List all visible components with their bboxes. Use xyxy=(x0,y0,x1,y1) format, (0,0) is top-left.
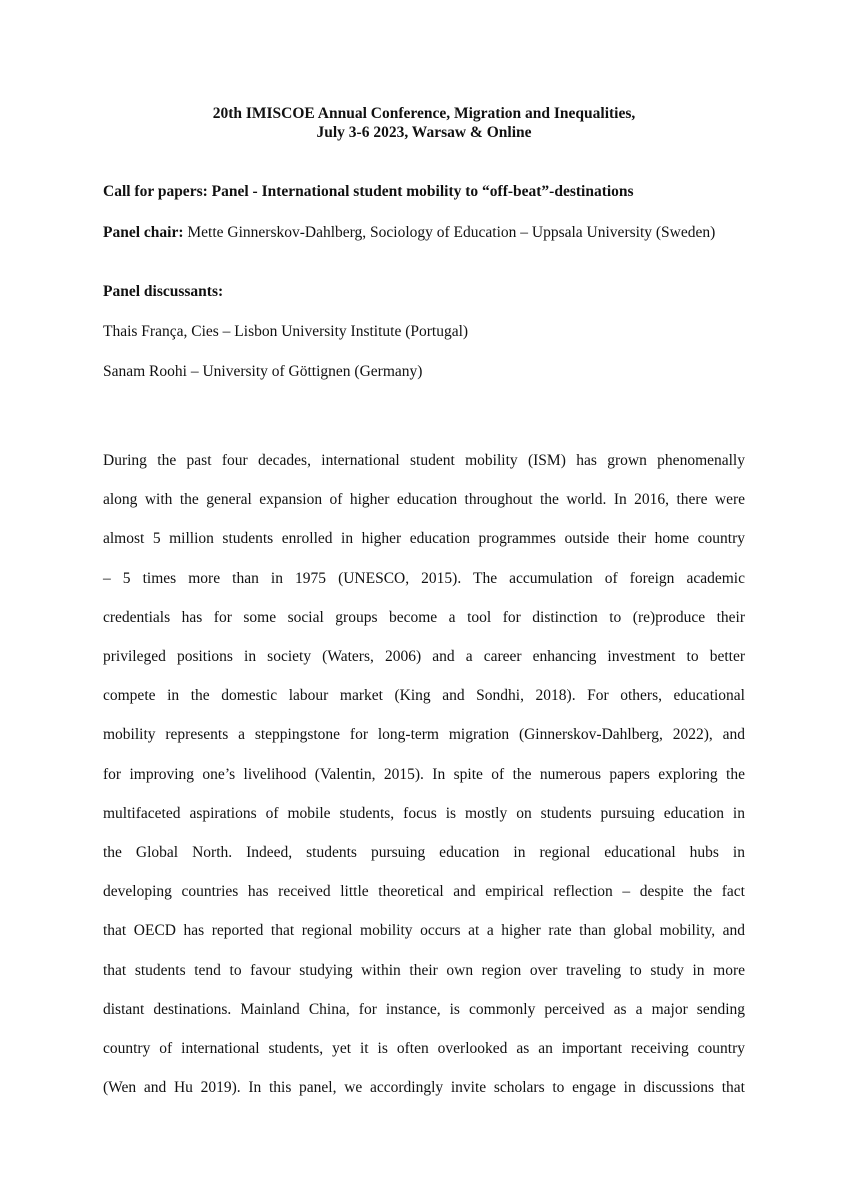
body-line: During the past four decades, international student mobility (ISM) has grown phenomenally xyxy=(103,452,745,469)
conference-title: 20th IMISCOE Annual Conference, Migration and Inequalities, xyxy=(212,105,636,122)
body-line: credentials has for some social groups become a tool for distinction to (re)produce their xyxy=(103,608,745,626)
body-line: almost 5 million students enrolled in higher education programmes outside their home country xyxy=(103,530,745,548)
body-line: country of international students, yet it is often overlooked as an important receiving country xyxy=(103,1040,745,1058)
body-line: that OECD has reported that regional mobility occurs at a higher rate than global mobility, and xyxy=(103,922,745,940)
panel-chair-text: Mette Ginnerskov-Dahlberg, Sociology of Education – Uppsala University (Sweden) xyxy=(183,224,716,241)
conference-header xyxy=(0,104,848,142)
call-for-papers-title: Call for papers: Panel - International student mobility to “off-beat”-destinations xyxy=(103,183,634,200)
body-line: the Global North. Indeed, students pursuing education in regional educational hubs in xyxy=(103,844,745,862)
panel-chair xyxy=(103,223,748,243)
body-line: along with the general expansion of higher education throughout the world. In 2016, there were xyxy=(103,491,745,509)
discussant-item: Thais França, Cies – Lisbon University Institute (Portugal) xyxy=(103,323,469,340)
conference-dates: July 3-6 2023, Warsaw & Online xyxy=(316,124,532,141)
body-line: privileged positions in society (Waters, 2006) and a career enhancing investment to better xyxy=(103,648,745,666)
body-paragraph xyxy=(103,441,745,1107)
body-line: mobility represents a steppingstone for long-term migration (Ginnerskov-Dahlberg, 2022), and xyxy=(103,726,745,744)
body-line: compete in the domestic labour market (King and Sondhi, 2018). For others, educational xyxy=(103,687,745,705)
body-line: developing countries has received little theoretical and empirical reflection – despite the fact xyxy=(103,883,745,901)
body-line: multifaceted aspirations of mobile students, focus is mostly on students pursuing education in xyxy=(103,804,745,822)
discussant-item: Sanam Roohi – University of Göttignen (Germany) xyxy=(103,363,423,380)
body-line: (Wen and Hu 2019). In this panel, we accordingly invite scholars to engage in discussions that xyxy=(103,1079,745,1097)
body-line: distant destinations. Mainland China, for instance, is commonly perceived as a major sending xyxy=(103,1000,745,1018)
panel-chair-label: Panel chair: xyxy=(103,224,184,241)
body-line: for improving one’s livelihood (Valentin, 2015). In spite of the numerous papers exploring the xyxy=(103,765,745,783)
body-line: – 5 times more than in 1975 (UNESCO, 2015). The accumulation of foreign academic xyxy=(103,569,745,587)
panel-discussants-label: Panel discussants: xyxy=(103,283,224,300)
body-line: that students tend to favour studying within their own region over traveling to study in more xyxy=(103,961,745,979)
